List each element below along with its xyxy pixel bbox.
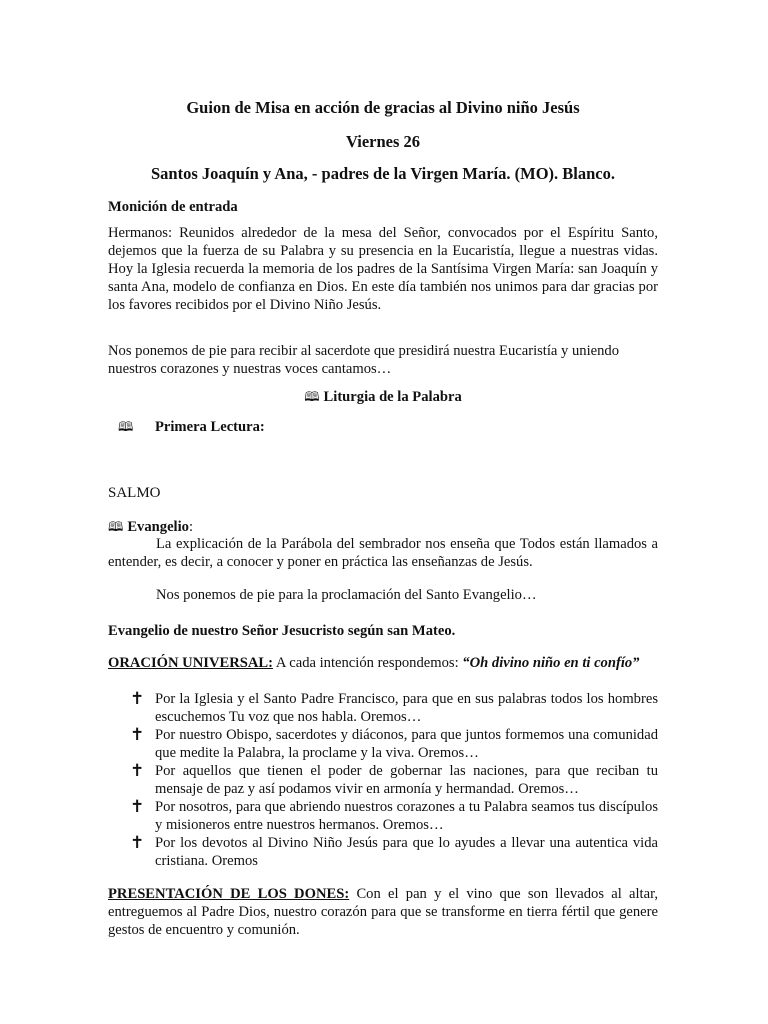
oracion-item: Por aquellos que tienen el poder de gobernar las naciones, para que reciban tu mensaje de paz y así podamos vivir en armonía y hermandad. Oremos…: [155, 763, 658, 797]
evangelio-label: Evangelio: [127, 519, 189, 535]
evangelio-text: La explicación de la Parábola del sembrador nos enseña que Todos están llamados a entender, es decir, a conocer y poner en práctica las enseñanzas de Jesús.: [108, 536, 658, 570]
liturgia-heading: [108, 388, 658, 410]
date-heading: Viernes 26: [345, 132, 421, 151]
oracion-item: Por nosotros, para que abriendo nuestros corazones a tu Palabra seamos tus discípulos y misioneros entre nuestros hermanos. Oremos…: [155, 799, 658, 833]
evangelio-title: Evangelio de nuestro Señor Jesucristo según san Mateo.: [108, 623, 456, 639]
oracion-response: “Oh divino niño en ti confío”: [462, 655, 640, 671]
oracion-heading: ORACIÓN UNIVERSAL:: [108, 655, 274, 671]
primera-lectura-row: [118, 418, 265, 440]
monicion-heading: Monición de entrada: [108, 199, 238, 215]
open-book-icon: 🕮: [118, 420, 134, 435]
oracion-intro: A cada intención respondemos:: [273, 655, 463, 671]
monicion-invite: Nos ponemos de pie para recibir al sacerdote que presidirá nuestra Eucaristía y uniendo nuestros corazones y nuestras voces cantamos…: [108, 343, 619, 377]
document-title: Guion de Misa en acción de gracias al Divino niño Jesús: [186, 98, 580, 117]
cross-icon: ✝: [130, 797, 145, 817]
presentacion-text: Con el pan y el vino que son llevados al altar, entreguemos al Padre Dios, nuestro corazón para que se transforme en tierra fértil que genere gestos de encuentro y comunión.: [108, 886, 658, 938]
liturgia-title: Liturgia de la Palabra: [323, 389, 462, 405]
salmo-heading: SALMO: [108, 485, 161, 501]
oracion-item: Por nuestro Obispo, sacerdotes y diáconos, para que juntos formemos una comunidad que medite la Palabra, la proclame y la viva. Oremos…: [155, 727, 658, 761]
open-book-icon: 🕮: [304, 390, 320, 405]
cross-icon: ✝: [130, 833, 145, 853]
monicion-paragraph: Hermanos: Reunidos alrededor de la mesa del Señor, convocados por el Espíritu Santo, dejemos que la fuerza de su Palabra y su presencia en la Eucaristía, llegue a nuestras vidas. Hoy la Iglesia recuerda la memoria de los padres de la Santísima Virgen María: san Joaquín y santa Ana, modelo de confianza en Dios. En este día también nos unimos para dar gracias por los favores recibidos por el Divino Niño Jesús.: [108, 225, 658, 313]
oracion-intro-paragraph: [108, 654, 658, 672]
presentacion-heading: PRESENTACIÓN DE LOS DONES:: [108, 886, 350, 902]
saints-heading: Santos Joaquín y Ana, - padres de la Virgen María. (MO). Blanco.: [150, 164, 616, 183]
oracion-item: Por la Iglesia y el Santo Padre Francisco, para que en sus palabras todos los hombres escuchemos Tu voz que nos habla. Oremos…: [155, 691, 658, 725]
primera-lectura-label: Primera Lectura:: [154, 419, 265, 435]
cross-icon: ✝: [130, 725, 145, 745]
oracion-item: Por los devotos al Divino Niño Jesús para que lo ayudes a llevar una autentica vida cristiana. Oremos: [155, 835, 658, 869]
cross-icon: ✝: [130, 761, 145, 781]
open-book-icon: 🕮: [108, 520, 124, 535]
presentacion-paragraph: [108, 885, 658, 939]
evangelio-colon: :: [188, 519, 194, 535]
evangelio-invite: Nos ponemos de pie para la proclamación del Santo Evangelio…: [156, 587, 537, 603]
cross-icon: ✝: [130, 689, 145, 709]
